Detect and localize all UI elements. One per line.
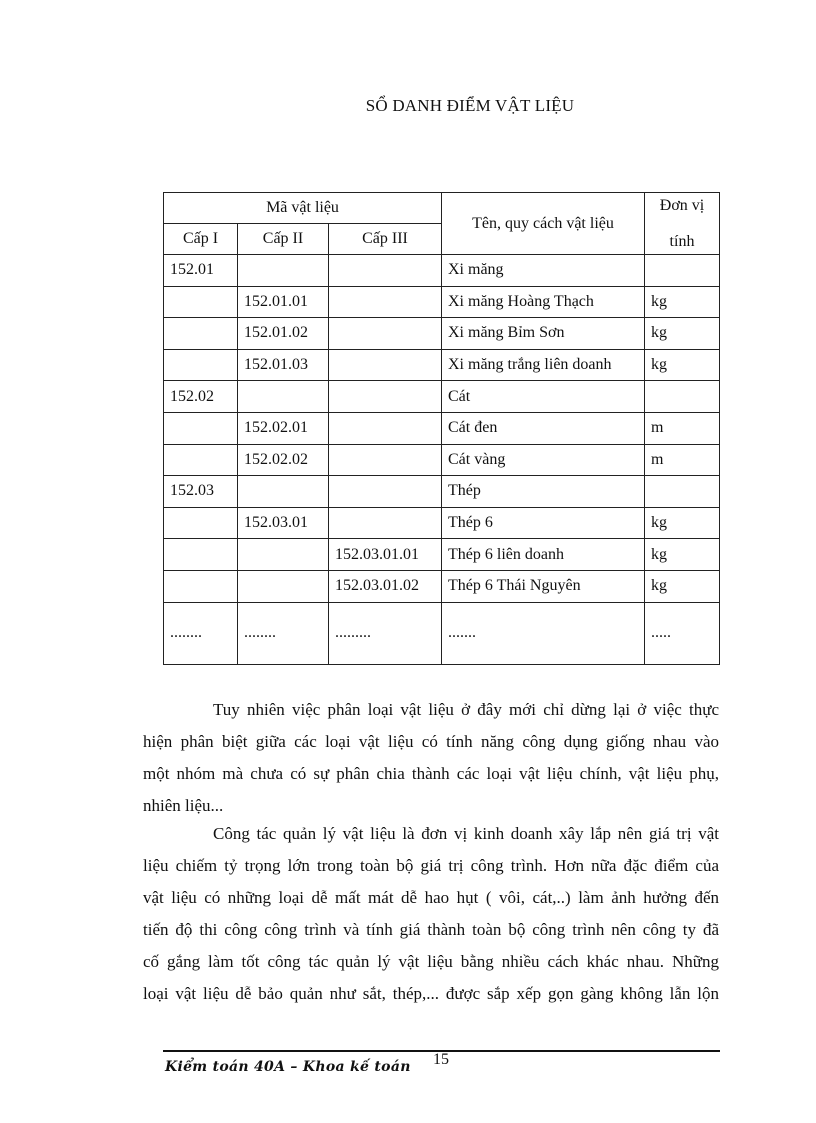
table-row xyxy=(164,539,720,571)
cell-level-2 xyxy=(238,255,329,287)
paragraph-line: cố gắng làm tốt công tác quản lý vật liệu bằng nhiều cách khác nhau. Những xyxy=(143,952,719,971)
cell-material-name: Thép 6 liên doanh xyxy=(442,539,645,571)
cell-level-1 xyxy=(164,318,238,350)
cell-level-1 xyxy=(164,412,238,444)
cell-level-1: 152.01 xyxy=(164,255,238,287)
header-material-code: Mã vật liệu xyxy=(164,193,442,224)
cell-level-3 xyxy=(329,444,442,476)
cell-level-2: ........ xyxy=(238,602,329,664)
table-row xyxy=(164,444,720,476)
cell-level-3 xyxy=(329,412,442,444)
cell-unit: ..... xyxy=(645,602,720,664)
cell-level-3: 152.03.01.02 xyxy=(329,570,442,602)
material-catalog-table xyxy=(163,192,720,665)
cell-unit: m xyxy=(645,412,720,444)
cell-material-name: Cát vàng xyxy=(442,444,645,476)
table-row xyxy=(164,602,720,664)
cell-level-3 xyxy=(329,381,442,413)
table-row xyxy=(164,255,720,287)
paragraph-line: loại vật liệu dễ bảo quản như sắt, thép,... được sắp xếp gọn gàng không lẫn lộn xyxy=(143,984,719,1003)
cell-level-1 xyxy=(164,349,238,381)
cell-level-1 xyxy=(164,539,238,571)
cell-level-2 xyxy=(238,570,329,602)
cell-material-name: Thép xyxy=(442,476,645,508)
table-row xyxy=(164,412,720,444)
cell-level-3 xyxy=(329,318,442,350)
cell-material-name: Cát xyxy=(442,381,645,413)
table-row xyxy=(164,570,720,602)
table-row xyxy=(164,381,720,413)
cell-unit: m xyxy=(645,444,720,476)
paragraph-line: hiện phân biệt giữa các loại vật liệu có tính năng công dụng giống nhau vào xyxy=(143,732,719,751)
cell-level-2: 152.01.01 xyxy=(238,286,329,318)
cell-unit: kg xyxy=(645,286,720,318)
cell-level-2: 152.01.03 xyxy=(238,349,329,381)
cell-material-name: Thép 6 xyxy=(442,507,645,539)
paragraph-line: Tuy nhiên việc phân loại vật liệu ở đây mới chỉ dừng lại ở việc thực xyxy=(213,700,719,719)
table-row xyxy=(164,476,720,508)
cell-level-2 xyxy=(238,476,329,508)
cell-material-name: Thép 6 Thái Nguyên xyxy=(442,570,645,602)
document-title: SỔ DANH ĐIỂM VẬT LIỆU xyxy=(365,96,575,115)
cell-unit: kg xyxy=(645,349,720,381)
paragraph-line: vật liệu có những loại dễ mất mát dễ hao hụt ( vôi, cát,..) làm ảnh hưởng đến xyxy=(143,888,719,907)
header-unit xyxy=(645,193,720,255)
cell-level-3 xyxy=(329,286,442,318)
header-level-2: Cấp II xyxy=(238,224,329,255)
paragraph-line: tiến độ thi công công trình và tính giá thành toàn bộ công trình nên công ty đã xyxy=(143,920,719,939)
cell-unit: kg xyxy=(645,318,720,350)
cell-unit: kg xyxy=(645,507,720,539)
cell-level-1: 152.02 xyxy=(164,381,238,413)
cell-material-name: Xi măng xyxy=(442,255,645,287)
header-level-1: Cấp I xyxy=(164,224,238,255)
table-header-row xyxy=(164,193,720,224)
cell-unit: kg xyxy=(645,570,720,602)
cell-level-3 xyxy=(329,476,442,508)
paragraph-line: liệu chiếm tỷ trọng lớn trong toàn bộ giá trị công trình. Hơn nữa đặc điểm của xyxy=(143,856,719,875)
paragraph-line: Công tác quản lý vật liệu là đơn vị kinh doanh xây lắp nên giá trị vật xyxy=(213,824,719,843)
cell-material-name: Xi măng Bỉm Sơn xyxy=(442,318,645,350)
header-unit-line2: tính xyxy=(669,232,695,250)
cell-level-2: 152.02.01 xyxy=(238,412,329,444)
cell-level-2: 152.01.02 xyxy=(238,318,329,350)
cell-unit xyxy=(645,381,720,413)
cell-unit xyxy=(645,255,720,287)
paragraph-2 xyxy=(143,818,719,1010)
cell-level-3 xyxy=(329,507,442,539)
table-row xyxy=(164,349,720,381)
table-row xyxy=(164,507,720,539)
cell-material-name: Xi măng Hoàng Thạch xyxy=(442,286,645,318)
cell-material-name: Xi măng trắng liên doanh xyxy=(442,349,645,381)
cell-level-3: ......... xyxy=(329,602,442,664)
cell-level-2: 152.03.01 xyxy=(238,507,329,539)
paragraph-line: một nhóm mà chưa có sự phân chia thành các loại vật liệu chính, vật liệu phụ, xyxy=(143,764,719,783)
cell-material-name: Cát đen xyxy=(442,412,645,444)
cell-level-3 xyxy=(329,349,442,381)
footer-course-label: Kiểm toán 40A – Khoa kế toán xyxy=(165,1059,411,1075)
cell-level-2: 152.02.02 xyxy=(238,444,329,476)
cell-unit xyxy=(645,476,720,508)
header-material-name: Tên, quy cách vật liệu xyxy=(442,193,645,255)
cell-level-1 xyxy=(164,507,238,539)
cell-level-2 xyxy=(238,381,329,413)
cell-level-3: 152.03.01.01 xyxy=(329,539,442,571)
cell-level-1: 152.03 xyxy=(164,476,238,508)
cell-unit: kg xyxy=(645,539,720,571)
cell-level-1: ........ xyxy=(164,602,238,664)
table-row xyxy=(164,286,720,318)
cell-level-1 xyxy=(164,286,238,318)
cell-material-name: ....... xyxy=(442,602,645,664)
cell-level-1 xyxy=(164,570,238,602)
table-row xyxy=(164,318,720,350)
paragraph-1 xyxy=(143,694,719,822)
cell-level-3 xyxy=(329,255,442,287)
paragraph-line: nhiên liệu... xyxy=(143,796,224,815)
cell-level-1 xyxy=(164,444,238,476)
header-level-3: Cấp III xyxy=(329,224,442,255)
cell-level-2 xyxy=(238,539,329,571)
header-unit-line1: Đơn vị xyxy=(659,196,705,214)
page-number: 15 xyxy=(433,1051,449,1068)
